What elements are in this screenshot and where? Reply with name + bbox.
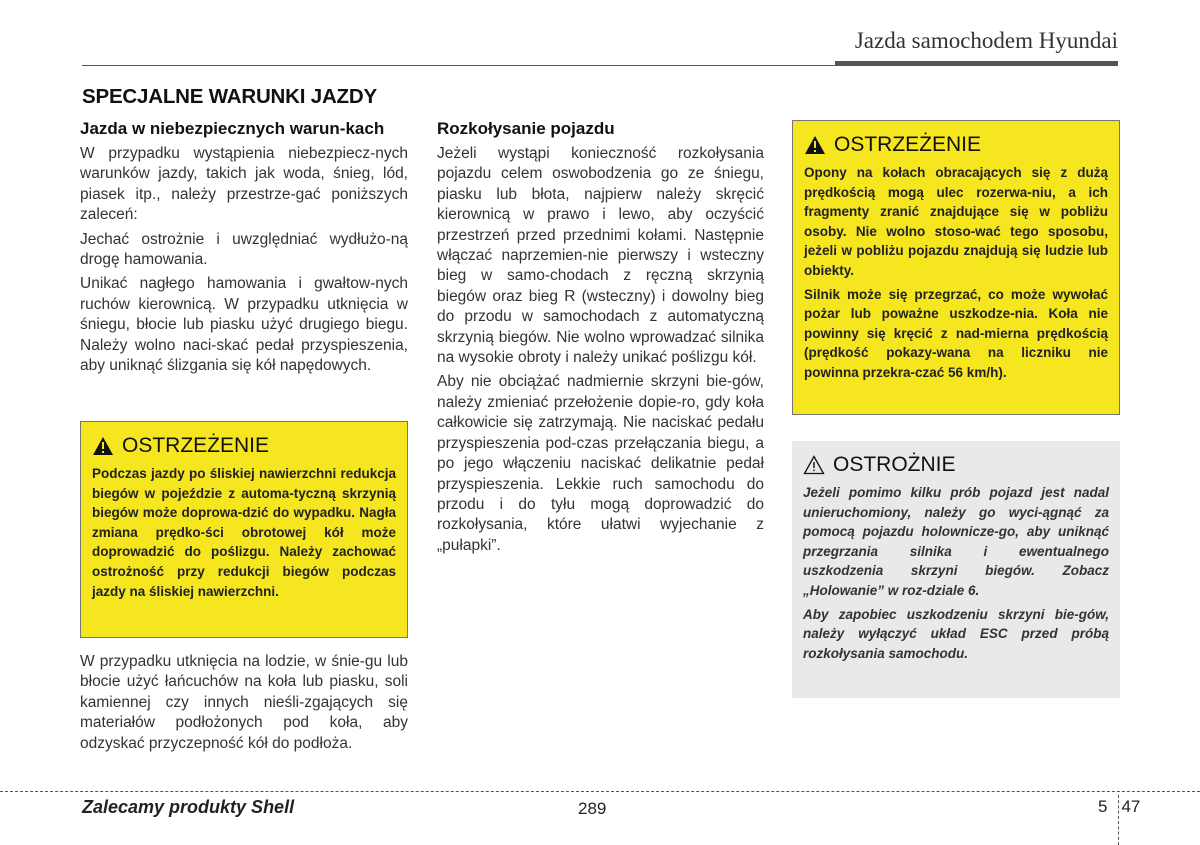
- column-left-continued: [80, 652, 408, 758]
- page-number: 47: [1121, 797, 1141, 816]
- caution-title: OSTROŻNIE: [833, 453, 956, 476]
- column-middle: [437, 118, 764, 560]
- caution-box: [792, 441, 1120, 698]
- paragraph: W przypadku utknięcia na lodzie, w śnie-gu lub błocie użyć łańcuchów na koła lub piasku, soli kamiennej czy innych nieśli-zgających się materiałów podłożonych pod koła, aby odzyskać przyczepność kół do podłoża.: [80, 653, 408, 752]
- caution-text: Jeżeli pomimo kilku prób pojazd jest nadal unieruchomiony, należy go wyci-ągnąć za pomocą pojazdu holownicze-go, aby uniknąć przegrzania silnika i ewentualnego uszkodzenia skrzyni biegów. Zobacz „Holowanie” w roz-dziale 6.: [803, 485, 1109, 598]
- caution-triangle-icon: [803, 455, 825, 475]
- warning-title: OSTRZEŻENIE: [834, 133, 982, 156]
- subheading-dangerous-conditions: Jazda w niebezpiecznych warun-kach: [80, 119, 385, 138]
- header-rule-accent: [835, 61, 1118, 66]
- paragraph: W przypadku wystąpienia niebezpiecz-nych warunków jazdy, takich jak woda, śnieg, lód, piasek itp., należy przestrze-gać poniższych zaleceń:: [80, 145, 408, 224]
- section-title: SPECJALNE WARUNKI JAZDY: [82, 85, 377, 108]
- warning-text: Podczas jazdy po śliskiej nawierzchni redukcja biegów w pojeździe z automa-tyczną skrzynią biegów może doprowa-dzić do wypadku. Nagła zmiana prędko-ści obrotowej kół może doprowadzić do poślizgu. Należy zachować ostrożność przy redukcji biegów podczas jazdy na śliskiej nawierzchni.: [92, 466, 396, 599]
- paragraph: Aby nie obciążać nadmiernie skrzyni bie-gów, należy zmieniać przełożenie dopie-ro, gdy koła całkowicie się zatrzymają. Nie naciskać pedału przyspieszenia pod-czas przełączania biegu, a po jego włączeniu naciskać delikatnie pedał przyspieszenia. Lekkie ruch samochodu do przodu i do tyłu mogą doprowadzić do rozkołysania, które ułatwi wyjechanie z „pułapki”.: [437, 373, 764, 554]
- column-left: [80, 118, 408, 380]
- footer-slogan: Zalecamy produkty Shell: [82, 797, 295, 817]
- paragraph: Jeżeli wystąpi konieczność rozkołysania pojazdu celem oswobodzenia go ze śniegu, piasku lub błota, najpierw należy skręcić kierownicą w prawo i lewo, aby oczyścić przestrzeń przed przednimi kołami. Następnie włączać naprzemien-nie pierwszy i wsteczny bieg w samo-chodach z ręczną skrzynią biegów oraz bieg R (wsteczny) i dowolny bieg do przodu w samochodach z automatyczną skrzynią biegów. Nie wolno wprowadzać silnika na wysokie obroty i należy unikać poślizgu kół.: [437, 145, 764, 367]
- page-header-title: Jazda samochodem Hyundai: [854, 28, 1118, 53]
- warning-box-left: [80, 421, 408, 638]
- warning-title: OSTRZEŻENIE: [122, 434, 270, 457]
- paragraph: Jechać ostrożnie i uwzględniać wydłużo-ną drogę hamowania.: [80, 230, 408, 269]
- warning-text: Opony na kołach obracających się z dużą prędkością mogą ulec rozerwa-niu, a ich fragmenty zranić znajdujące się w pobliżu osoby. Nie wolno stoso-wać tego sposobu, jeżeli w pobliżu pojazdu znajdują się ludzie lub obiekty.: [804, 165, 1108, 278]
- warning-triangle-icon: [92, 436, 114, 456]
- footer-divider: [0, 791, 1200, 792]
- paragraph: Unikać nagłego hamowania i gwałtow-nych ruchów kierownicą. W przypadku utknięcia w śniegu, błocie lub piasku użyć drugiego biegu. Należy wolno naci-skać pedał przyspieszenia, aby uniknąć ślizgania się kół napędowych.: [80, 275, 408, 375]
- warning-triangle-icon: [804, 135, 826, 155]
- chapter-number: 5: [1098, 797, 1108, 816]
- warning-text: Silnik może się przegrzać, co może wywołać pożar lub poważne uszkodze-nia. Koła nie powinny się kręcić z nad-mierna prędkością (prędkość pokazy-wana na liczniku nie powinna przekra-czać 56 km/h).: [804, 286, 1108, 380]
- caution-text: Aby zapobiec uszkodzeniu skrzyni bie-gów, należy wyłączyć układ ESC przed próbą rozkołysania samochodu.: [803, 606, 1109, 661]
- warning-box-right: [792, 120, 1120, 415]
- footer-page-number: [1098, 797, 1154, 817]
- subheading-rocking-vehicle: Rozkołysanie pojazdu: [437, 119, 615, 138]
- footer-sheet-number: 289: [578, 799, 607, 818]
